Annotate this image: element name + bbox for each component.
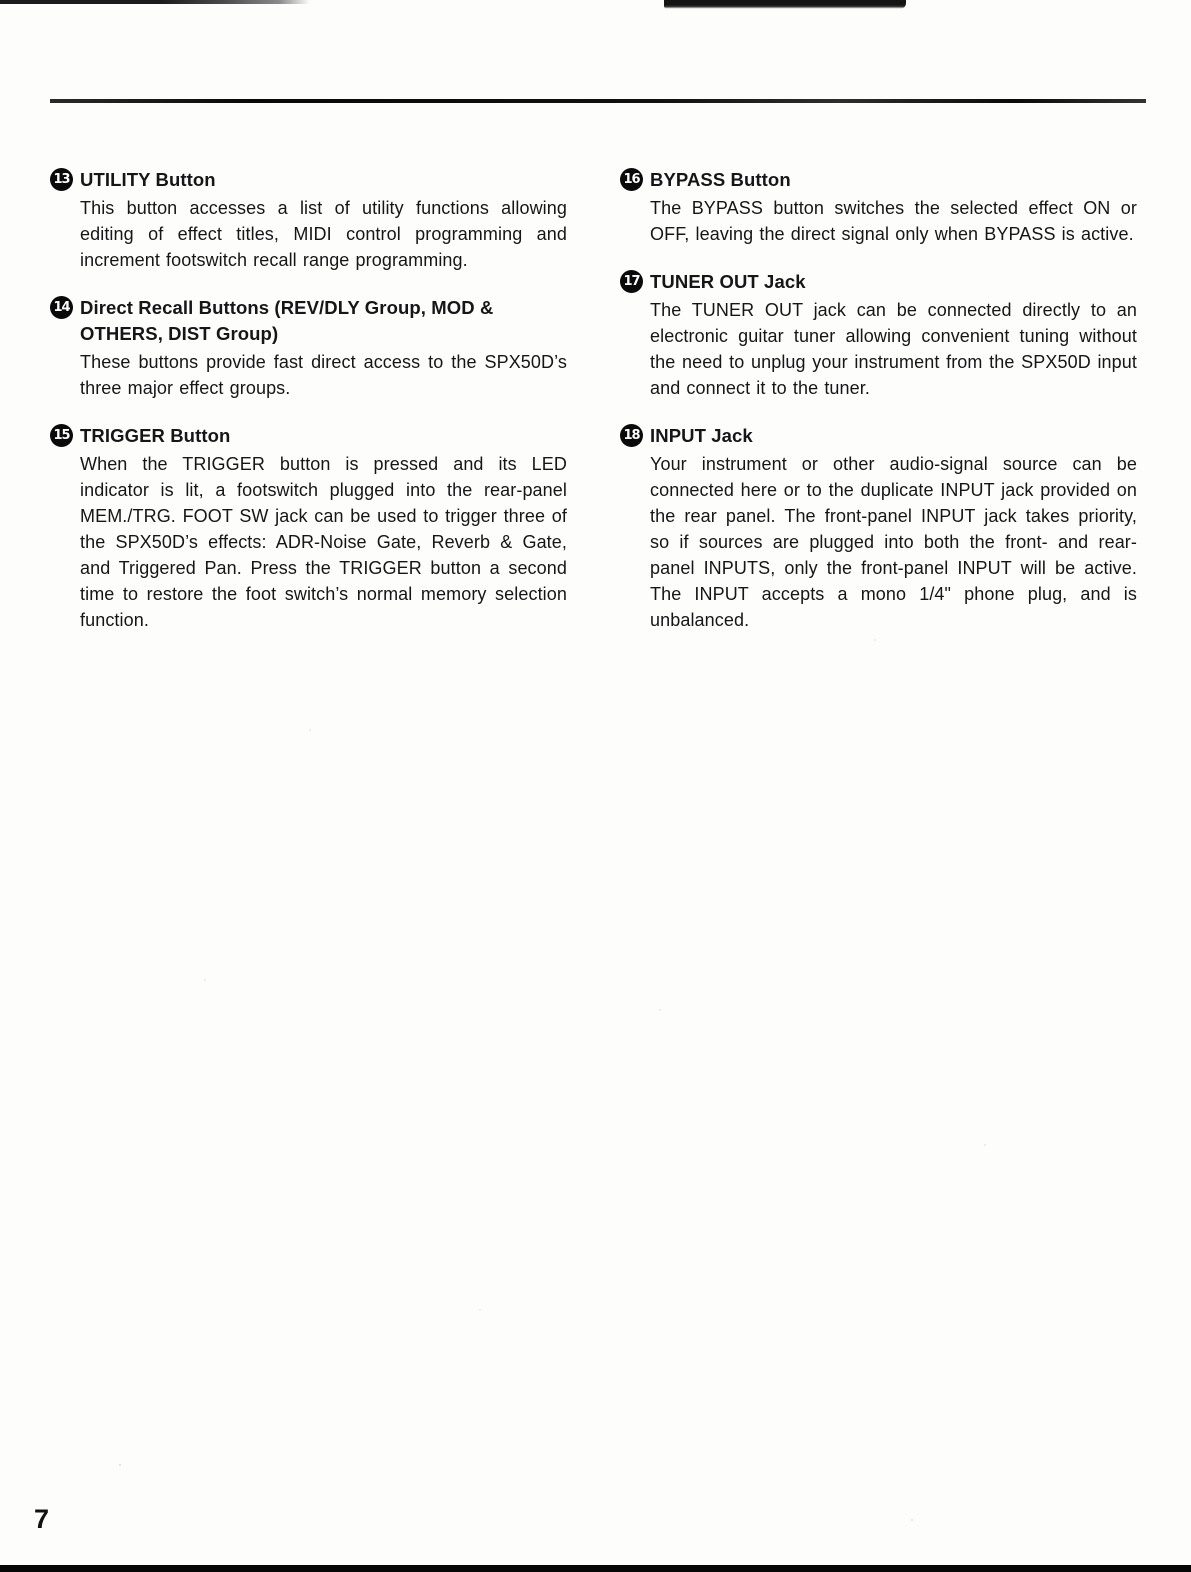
section-body: These buttons provide fast direct access to the SPX50D’s three major effect groups. — [80, 352, 567, 398]
page-number: 7 — [34, 1504, 50, 1534]
section-input-jack — [620, 423, 1137, 633]
scan-artifact-top-left — [0, 0, 310, 4]
section-trigger-button — [50, 423, 567, 633]
section-title: Direct Recall Buttons (REV/DLY Group, MOD & OTHERS, DIST Group) — [80, 297, 494, 344]
section-title: UTILITY Button — [80, 169, 216, 190]
section-bypass-button — [620, 167, 1137, 247]
scan-artifact-top-right — [664, 0, 906, 9]
content-columns — [50, 167, 1137, 655]
section-body: The TUNER OUT jack can be connected directly to an electronic guitar tuner allowing convenient tuning without the need to unplug your instrument from the SPX50D input and connect it to the tuner. — [650, 300, 1137, 398]
section-body: Your instrument or other audio-signal source can be connected here or to the duplicate INPUT jack provided on the rear panel. The front-panel INPUT jack takes priority, so if sources are plugged into both the front- and rear-panel INPUTS, only the front-panel INPUT will be active. The INPUT accepts a mono 1/4" phone plug, and is unbalanced. — [650, 454, 1137, 630]
section-direct-recall-buttons — [50, 295, 567, 401]
circled-number-16-icon: 16 — [620, 168, 643, 191]
right-column — [620, 167, 1137, 655]
footer-bar — [0, 1565, 1191, 1572]
circled-number-13-icon: 13 — [50, 168, 73, 191]
section-title: BYPASS Button — [650, 169, 791, 190]
circled-number-18-icon: 18 — [620, 424, 643, 447]
circled-number-17-icon: 17 — [620, 270, 643, 293]
left-column — [50, 167, 567, 655]
section-body: This button accesses a list of utility functions allowing editing of effect titles, MIDI control programming and increment footswitch recall range programming. — [80, 198, 567, 270]
section-title: TRIGGER Button — [80, 425, 231, 446]
section-title: INPUT Jack — [650, 425, 753, 446]
section-tuner-out-jack — [620, 269, 1137, 401]
circled-number-15-icon: 15 — [50, 424, 73, 447]
section-title: TUNER OUT Jack — [650, 271, 806, 292]
circled-number-14-icon: 14 — [50, 296, 73, 319]
section-body: The BYPASS button switches the selected effect ON or OFF, leaving the direct signal only when BYPASS is active. — [650, 198, 1137, 244]
section-utility-button — [50, 167, 567, 273]
section-body: When the TRIGGER button is pressed and its LED indicator is lit, a footswitch plugged into the rear-panel MEM./TRG. FOOT SW jack can be used to trigger three of the SPX50D’s effects: ADR-Noise Gate, Reverb & Gate, and Triggered Pan. Press the TRIGGER button a second time to restore the foot switch’s normal memory selection function. — [80, 454, 567, 630]
header-rule — [50, 99, 1146, 103]
